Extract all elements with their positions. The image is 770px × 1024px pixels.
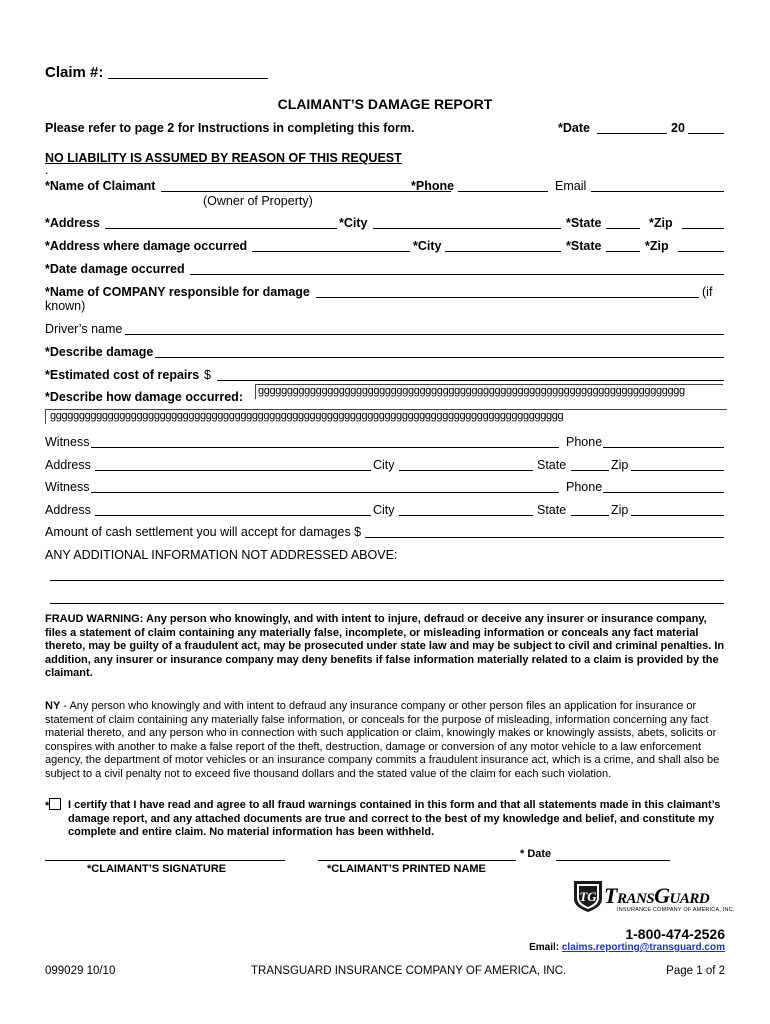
claimant-name-label: *Name of Claimant bbox=[45, 179, 156, 193]
settlement-label: Amount of cash settlement you will accept for damages $ bbox=[45, 525, 362, 539]
witness-1-phone-label: Phone bbox=[566, 435, 603, 449]
additional-info-input-1[interactable] bbox=[50, 580, 724, 581]
witness-1-address-label: Address bbox=[45, 458, 91, 472]
witness-2-zip-input[interactable] bbox=[631, 515, 724, 516]
no-liability-notice: NO LIABILITY IS ASSUMED BY REASON OF THIS REQUEST bbox=[45, 151, 402, 165]
witness-2-state-label: State bbox=[537, 503, 567, 517]
settlement-input[interactable] bbox=[365, 537, 724, 538]
date-damage-row bbox=[45, 262, 725, 278]
email-input[interactable] bbox=[591, 191, 724, 192]
additional-info-input-2[interactable] bbox=[50, 603, 724, 604]
phone-input[interactable] bbox=[458, 191, 548, 192]
witness-2-address-input[interactable] bbox=[95, 515, 371, 516]
page-number: Page 1 of 2 bbox=[666, 965, 725, 977]
zip-input[interactable] bbox=[682, 228, 724, 229]
estimated-cost-input[interactable] bbox=[217, 380, 724, 381]
year-input[interactable] bbox=[688, 133, 724, 134]
witness-1-phone-input[interactable] bbox=[603, 447, 724, 448]
printed-name-label: *CLAIMANT’S PRINTED NAME bbox=[327, 863, 486, 875]
transguard-logo-mark bbox=[571, 879, 605, 913]
ny-text: - Any person who knowingly and with intent to defraud any insurance company or other person files an application for insurance or statement of claim containing any materially false information, or conceals for the purpose of misleading, information concerning any fact material thereto, and any person who in connection with such application or claim, knowingly makes or knowingly assists, abets, solicits or conspires with another to make a false report of the theft, destruction, damage or conversion of any motor vehicle to a law enforcement agency, the department of motor vehicles or an insurance company commits a fraudulent insurance act, which is a crime, and shall also be subject to a civil penalty not to exceed five thousand dollars and the stated value of the claim for each such violation. bbox=[45, 700, 720, 780]
describe-how-label: *Describe how damage occurred: bbox=[45, 390, 243, 404]
date-input[interactable] bbox=[597, 133, 667, 134]
witness-1-input[interactable] bbox=[91, 447, 559, 448]
certify-text: I certify that I have read and agree to all fraud warnings contained in this form and that all statements made in this claimant’s damage report, and any attached documents are true and correct to the best of my knowledge and belief, and constitute my complete and entire claim. No material information has been withheld. bbox=[68, 799, 721, 838]
witness-2-zip-label: Zip bbox=[611, 503, 629, 517]
estimated-cost-row bbox=[45, 368, 725, 384]
dollar-sign: $ bbox=[204, 368, 211, 382]
describe-damage-label: *Describe damage bbox=[45, 345, 154, 359]
instructions-note: Please refer to page 2 for Instructions in completing this form. bbox=[45, 121, 415, 135]
company-email-line bbox=[529, 942, 725, 953]
certify-checkbox[interactable] bbox=[49, 798, 61, 810]
damage-city-label: *City bbox=[413, 239, 442, 253]
year-prefix: 20 bbox=[671, 121, 685, 135]
city-input[interactable] bbox=[373, 228, 561, 229]
driver-name-input[interactable] bbox=[125, 334, 724, 335]
company-responsible-input[interactable] bbox=[316, 297, 699, 298]
footer-company-name: TRANSGUARD INSURANCE COMPANY OF AMERICA, INC. bbox=[251, 965, 567, 977]
claim-number-label: Claim #: bbox=[45, 64, 108, 81]
claims-email-link[interactable]: claims.reporting@transguard.com bbox=[561, 942, 725, 953]
email-label: Email bbox=[555, 179, 587, 193]
witness-2-address-row bbox=[45, 503, 725, 519]
witness-1-label: Witness bbox=[45, 435, 90, 449]
address-row bbox=[45, 216, 725, 232]
logo-subtitle: INSURANCE COMPANY OF AMERICA, INC. bbox=[617, 907, 735, 913]
known-note: known) bbox=[45, 299, 86, 313]
logo-monogram: TG bbox=[579, 889, 597, 904]
damage-zip-label: *Zip bbox=[645, 239, 669, 253]
fraud-warning: FRAUD WARNING: Any person who knowingly, and with intent to injure, defraud or deceive any insurer or insurance company, files a statement of claim containing any materially false, incomplete, or misleading information or conceals any fact material thereto, may be guilty of a fraudulent act, may be prosecuted under state law and may be subject to civil and criminal penalties. In addition, any insurer or insurance company may deny benefits if false information materially related to a claim is provided by the claimant. bbox=[45, 613, 725, 679]
describe-how-input-line-1[interactable]: gggggggggggggggggggggggggggggggggggggggggggggggggggggggggggggggggggggggggg bbox=[255, 384, 723, 399]
date-damage-input[interactable] bbox=[190, 274, 724, 275]
witness-2-address-label: Address bbox=[45, 503, 91, 517]
logo-wordmark: TransGuard bbox=[604, 883, 710, 908]
witness-1-zip-input[interactable] bbox=[631, 470, 724, 471]
ny-label: NY bbox=[45, 700, 61, 712]
additional-info-label: ANY ADDITIONAL INFORMATION NOT ADDRESSED ABOVE: bbox=[45, 548, 398, 562]
witness-2-input[interactable] bbox=[91, 492, 559, 493]
witness-1-row bbox=[45, 435, 725, 451]
signature-label: *CLAIMANT’S SIGNATURE bbox=[87, 863, 227, 875]
certify-checkbox-group bbox=[45, 798, 61, 812]
dot: . bbox=[45, 163, 49, 177]
witness-1-state-input[interactable] bbox=[571, 470, 609, 471]
signature-input[interactable] bbox=[45, 860, 285, 861]
state-label: *State bbox=[566, 216, 602, 230]
certify-asterisk: * bbox=[45, 800, 50, 812]
damage-city-input[interactable] bbox=[445, 251, 561, 252]
form-title: CLAIMANT’S DAMAGE REPORT bbox=[277, 96, 493, 112]
claimant-row bbox=[45, 179, 725, 195]
describe-damage-input[interactable] bbox=[155, 357, 724, 358]
claim-number-field[interactable] bbox=[45, 64, 268, 81]
damage-address-row bbox=[45, 239, 725, 255]
witness-1-city-label: City bbox=[373, 458, 395, 472]
settlement-row bbox=[45, 525, 725, 541]
witness-1-city-input[interactable] bbox=[399, 470, 533, 471]
damage-address-input[interactable] bbox=[252, 251, 410, 252]
witness-1-zip-label: Zip bbox=[611, 458, 629, 472]
company-phone: 1-800-474-2526 bbox=[625, 926, 725, 942]
address-label: *Address bbox=[45, 216, 100, 230]
witness-2-label: Witness bbox=[45, 480, 90, 494]
date-label: *Date bbox=[558, 121, 590, 135]
driver-name-label: Driver’s name bbox=[45, 322, 123, 336]
witness-2-row bbox=[45, 480, 725, 496]
shield-icon bbox=[571, 879, 605, 913]
describe-how-input-line-2[interactable]: ggggggggggggggggggggggggggggggggggggggggggggggggggggggggggggggggggggggggggggggggggggggggg bbox=[45, 409, 727, 424]
form-code: 099029 10/10 bbox=[45, 965, 116, 977]
address-input[interactable] bbox=[105, 228, 337, 229]
owner-of-property-note: (Owner of Property) bbox=[203, 194, 313, 208]
damage-zip-input[interactable] bbox=[678, 251, 724, 252]
witness-1-state-label: State bbox=[537, 458, 567, 472]
date-damage-label: *Date damage occurred bbox=[45, 262, 185, 276]
signature-date-label: * Date bbox=[520, 848, 552, 860]
damage-address-label: *Address where damage occurred bbox=[45, 239, 248, 253]
witness-2-state-input[interactable] bbox=[571, 515, 609, 516]
company-responsible-label: *Name of COMPANY responsible for damage bbox=[45, 285, 310, 299]
state-input[interactable] bbox=[606, 228, 640, 229]
driver-row bbox=[45, 322, 725, 338]
estimated-cost-label: *Estimated cost of repairs bbox=[45, 368, 200, 382]
witness-1-address-row bbox=[45, 458, 725, 474]
witness-2-city-label: City bbox=[373, 503, 395, 517]
zip-label: *Zip bbox=[649, 216, 673, 230]
witness-2-city-input[interactable] bbox=[399, 515, 533, 516]
phone-label: *Phone bbox=[411, 179, 455, 193]
witness-2-phone-label: Phone bbox=[566, 480, 603, 494]
city-label: *City bbox=[339, 216, 368, 230]
company-responsible-row bbox=[45, 285, 725, 301]
damage-state-input[interactable] bbox=[606, 251, 640, 252]
claimant-name-input[interactable] bbox=[161, 191, 451, 192]
printed-name-input[interactable] bbox=[318, 860, 516, 861]
signature-date-input[interactable] bbox=[556, 860, 670, 861]
witness-2-phone-input[interactable] bbox=[603, 492, 724, 493]
if-known-note: (if bbox=[702, 285, 713, 299]
damage-state-label: *State bbox=[566, 239, 602, 253]
ny-warning bbox=[45, 700, 730, 781]
email-prefix: Email: bbox=[529, 942, 562, 953]
describe-damage-row bbox=[45, 345, 725, 361]
witness-1-address-input[interactable] bbox=[95, 470, 371, 471]
